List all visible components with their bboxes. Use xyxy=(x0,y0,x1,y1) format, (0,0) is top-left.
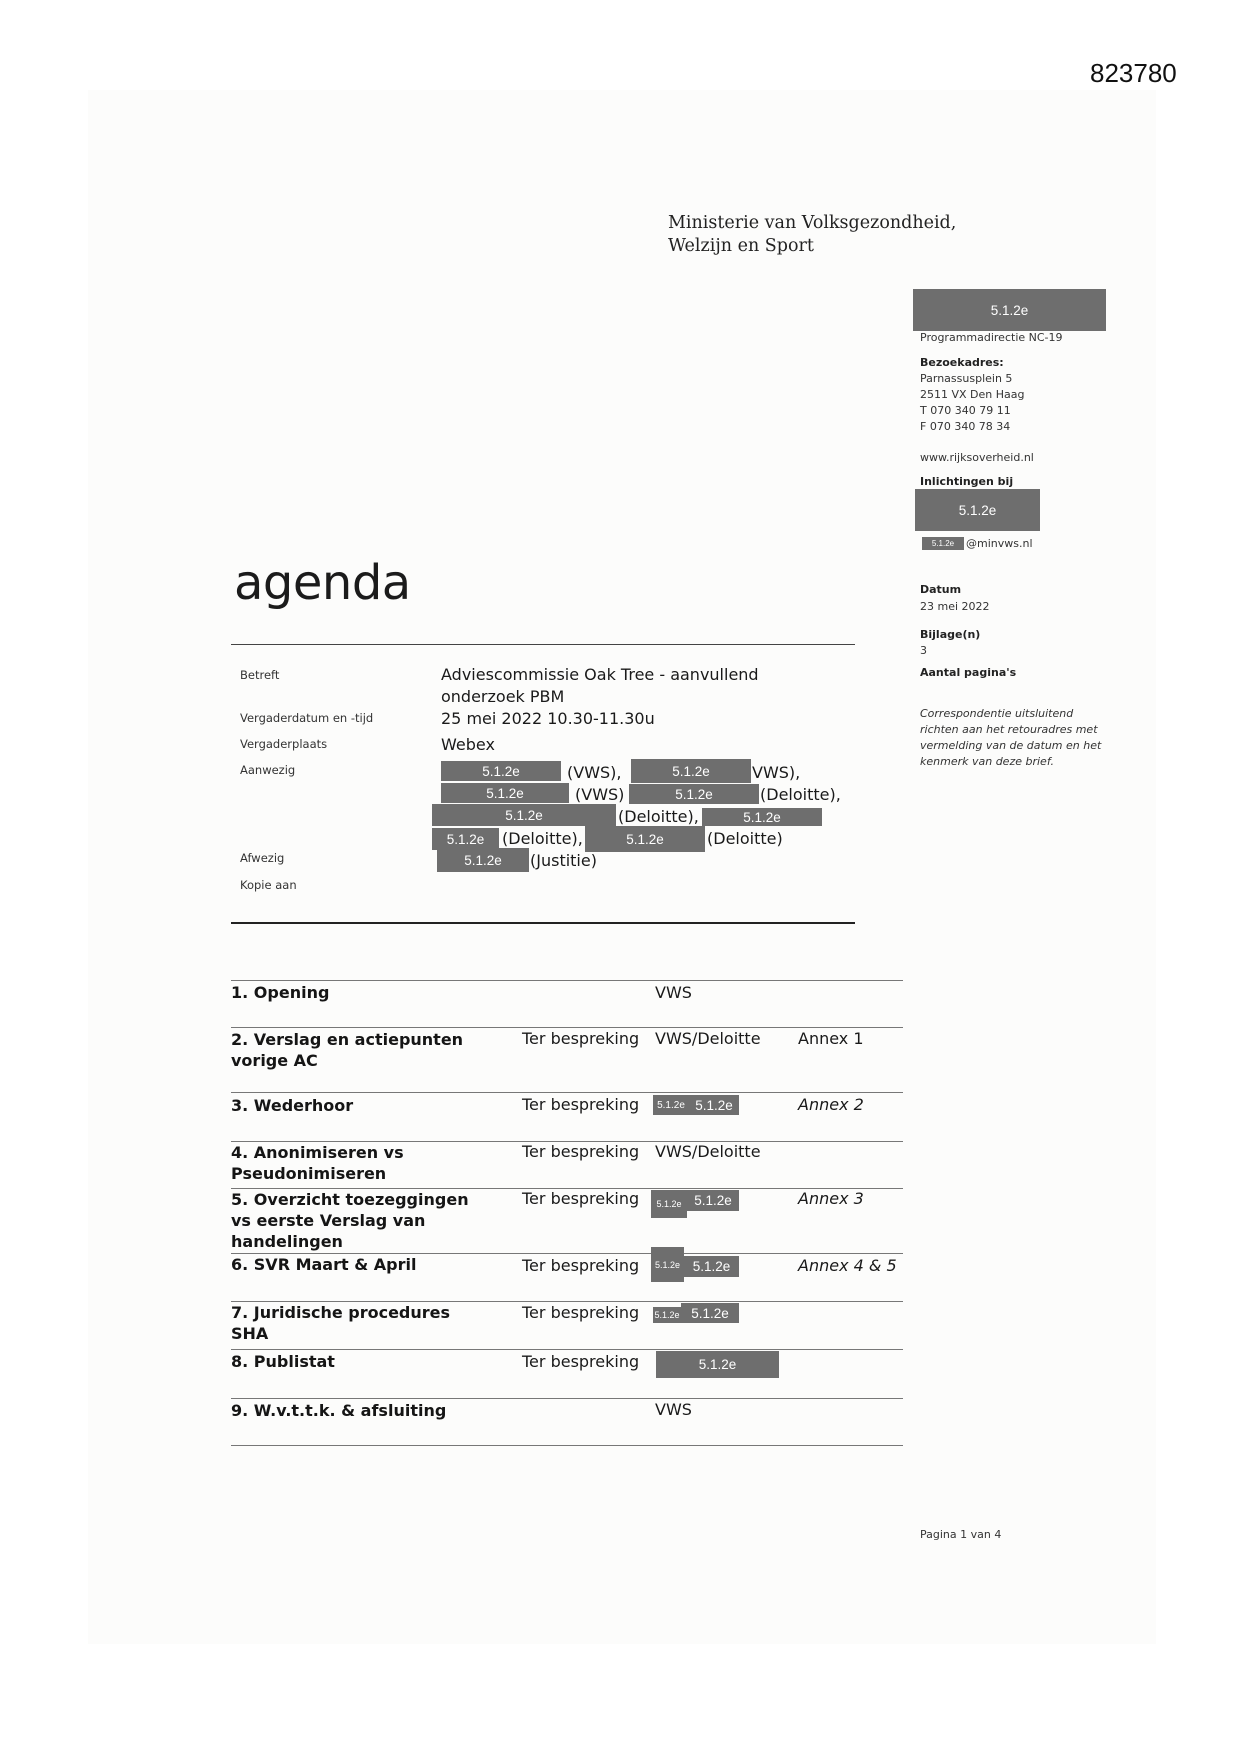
page-number: Pagina 1 van 4 xyxy=(920,1528,1002,1541)
redaction-block: 5.1.2e xyxy=(689,1095,739,1115)
redaction-block: 5.1.2e xyxy=(651,1247,684,1282)
ministry-logo-text xyxy=(668,212,956,258)
redaction-block: 5.1.2e xyxy=(653,1307,681,1323)
redaction-block: 5.1.2e xyxy=(629,784,759,804)
redaction-block: 5.1.2e xyxy=(681,1303,739,1323)
agenda-item-title: 7. Juridische procedures SHA xyxy=(231,1303,451,1343)
subject-value-line-2: onderzoek PBM xyxy=(441,687,565,706)
agenda-item-who: VWS/Deloitte xyxy=(655,1142,761,1161)
agenda-item-title: 8. Publistat xyxy=(231,1352,335,1371)
sidebar-email-suffix: @minvws.nl xyxy=(966,537,1033,550)
agenda-rule xyxy=(231,1092,903,1093)
absent-org: (Justitie) xyxy=(530,851,597,870)
agenda-item-title: 6. SVR Maart & April xyxy=(231,1255,417,1274)
redaction-block: 5.1.2e xyxy=(437,848,529,872)
agenda-item-status: Ter bespreking xyxy=(522,1303,640,1322)
present-org: (VWS), xyxy=(567,763,622,782)
sidebar-department: Programmadirectie NC-19 xyxy=(920,331,1063,344)
sidebar-date-value: 23 mei 2022 xyxy=(920,600,990,613)
sidebar-fax: F 070 340 78 34 xyxy=(920,420,1011,433)
present-org: (Deloitte) xyxy=(707,829,783,848)
redaction-block: 5.1.2e xyxy=(631,759,751,783)
present-org: (Deloitte), xyxy=(618,807,699,826)
redaction-block: 5.1.2e xyxy=(656,1351,779,1378)
agenda-item-annex: Annex 3 xyxy=(798,1189,864,1208)
agenda-item-annex: Annex 2 xyxy=(798,1095,864,1114)
agenda-item-who: VWS xyxy=(655,1400,692,1419)
redaction-block: 5.1.2e xyxy=(432,804,616,826)
agenda-item-title: 4. Anonimiseren vs Pseudonimiseren xyxy=(231,1143,404,1183)
redaction-block: 5.1.2e xyxy=(687,1190,739,1211)
redaction-block: 5.1.2e xyxy=(432,828,499,850)
agenda-rule xyxy=(231,1349,903,1350)
redaction-block: 5.1.2e xyxy=(651,1190,687,1218)
agenda-item-status: Ter bespreking xyxy=(522,1189,640,1208)
location-value: Webex xyxy=(441,735,495,754)
redaction-block: 5.1.2e xyxy=(684,1256,739,1277)
agenda-rule xyxy=(231,1027,903,1028)
agenda-item-annex: Annex 1 xyxy=(798,1029,864,1048)
sidebar-correspondence-note: Correspondentie uitsluitend richten aan het retouradres met vermelding van de datum en het kenmerk van deze brief. xyxy=(920,707,1102,768)
datetime-value: 25 mei 2022 10.30-11.30u xyxy=(441,709,655,728)
agenda-item-title: 1. Opening xyxy=(231,983,330,1002)
ministry-line-1: Ministerie van Volksgezondheid, xyxy=(668,213,957,233)
document-number: 823780 xyxy=(1090,58,1177,88)
sidebar-visit-label: Bezoekadres: xyxy=(920,356,1004,369)
sidebar-info-label: Inlichtingen bij xyxy=(920,475,1014,488)
sidebar-date-label: Datum xyxy=(920,583,962,596)
ministry-line-2: Welzijn en Sport xyxy=(668,236,814,256)
agenda-rule xyxy=(231,980,903,981)
present-org: VWS), xyxy=(752,763,801,782)
agenda-item-status: Ter bespreking xyxy=(522,1142,640,1161)
page-title: agenda xyxy=(234,555,411,611)
redaction-block: 5.1.2e xyxy=(922,537,964,550)
sidebar-address-1: Parnassusplein 5 xyxy=(920,372,1013,385)
present-label: Aanwezig xyxy=(240,763,296,777)
agenda-item-who: VWS/Deloitte xyxy=(655,1029,761,1048)
sidebar-attachments-value: 3 xyxy=(920,644,927,657)
agenda-item-title: 5. Overzicht toezeggingen vs eerste Verslag van handelingen xyxy=(231,1190,469,1251)
datetime-label: Vergaderdatum en -tijd xyxy=(240,711,374,725)
divider-top xyxy=(231,644,855,645)
redaction-block: 5.1.2e xyxy=(915,489,1040,531)
sidebar-phone: T 070 340 79 11 xyxy=(920,404,1011,417)
redaction-block: 5.1.2e xyxy=(441,761,561,781)
agenda-item-annex: Annex 4 & 5 xyxy=(798,1256,897,1275)
agenda-rule xyxy=(231,1398,903,1399)
agenda-item-title: 2. Verslag en actiepunten vorige AC xyxy=(231,1030,464,1070)
divider-bottom xyxy=(231,922,855,924)
redaction-block: 5.1.2e xyxy=(653,1095,689,1115)
sidebar-pages-label: Aantal pagina's xyxy=(920,666,1017,679)
redaction-block: 5.1.2e xyxy=(441,783,569,803)
sidebar-address-2: 2511 VX Den Haag xyxy=(920,388,1025,401)
redaction-block: 5.1.2e xyxy=(702,808,822,826)
agenda-item-title: 3. Wederhoor xyxy=(231,1096,354,1115)
sidebar-website: www.rijksoverheid.nl xyxy=(920,451,1034,464)
subject-value-line-1: Adviescommissie Oak Tree - aanvullend xyxy=(441,665,759,684)
location-label: Vergaderplaats xyxy=(240,737,328,751)
agenda-item-status: Ter bespreking xyxy=(522,1095,640,1114)
absent-label: Afwezig xyxy=(240,851,285,865)
agenda-item-who: VWS xyxy=(655,983,692,1002)
agenda-item-title: 9. W.v.t.t.k. & afsluiting xyxy=(231,1401,447,1420)
copy-label: Kopie aan xyxy=(240,878,297,892)
agenda-item-status: Ter bespreking xyxy=(522,1256,640,1275)
present-org: (Deloitte), xyxy=(760,785,841,804)
present-org: (Deloitte), xyxy=(502,829,583,848)
redaction-block: 5.1.2e xyxy=(913,289,1106,331)
agenda-rule xyxy=(231,1445,903,1446)
sidebar-attachments-label: Bijlage(n) xyxy=(920,628,981,641)
agenda-item-status: Ter bespreking xyxy=(522,1352,640,1371)
agenda-item-status: Ter bespreking xyxy=(522,1029,640,1048)
present-org: (VWS) xyxy=(575,785,625,804)
subject-label: Betreft xyxy=(240,668,280,682)
redaction-block: 5.1.2e xyxy=(585,826,705,852)
